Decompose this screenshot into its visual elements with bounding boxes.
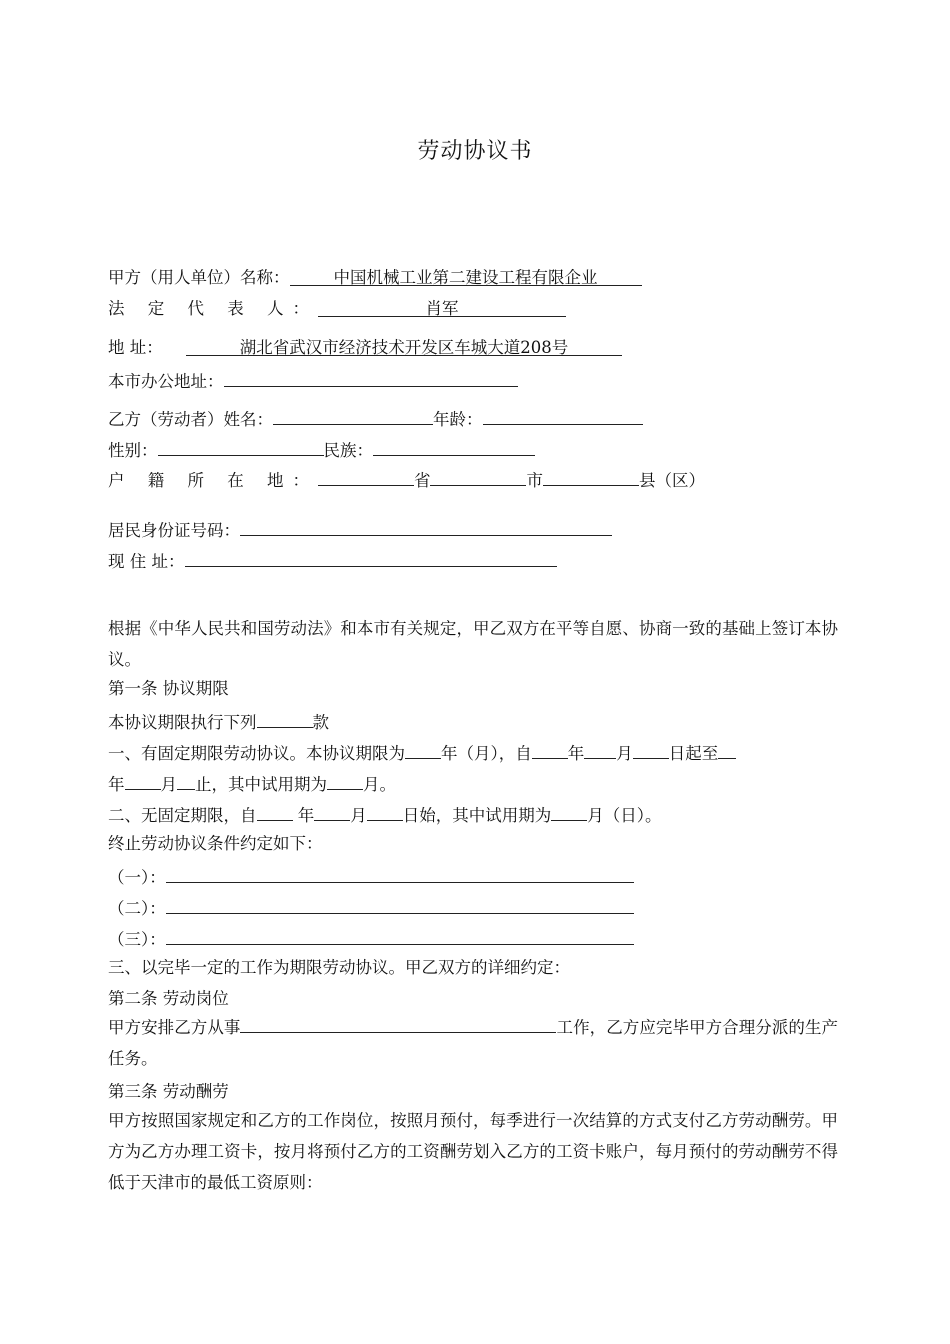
party-b-id-row <box>108 517 612 542</box>
item-2-year-field[interactable] <box>257 802 293 821</box>
year-label: 年 <box>567 744 585 763</box>
party-b-gender-row <box>108 437 535 462</box>
article-2-title: 第二条 劳动岗位 <box>108 989 229 1008</box>
party-b-ethnic-label: 民族： <box>323 441 373 460</box>
condition-2-row <box>108 895 634 920</box>
item-2-probation-field[interactable] <box>551 802 587 821</box>
intro-paragraph: 根据《中华人民共和国劳动法》和本市有关规定，甲乙双方在平等自愿、协商一致的基础上签订本协议。 <box>108 619 838 669</box>
termination-heading: 终止劳动协议条件约定如下： <box>108 834 323 853</box>
item-1-text-d: 止，其中试用期为 <box>195 775 327 794</box>
item-3-row: 三、以完毕一定的工作为期限劳动协议。甲乙双方的详细约定： <box>108 958 570 977</box>
party-a-rep-row <box>108 298 566 320</box>
party-b-province-field[interactable] <box>318 467 414 486</box>
month-label: 月 <box>350 806 367 825</box>
clause-choice-field[interactable] <box>257 709 313 728</box>
party-a-office-row <box>108 368 518 393</box>
item-1-start-month-field[interactable] <box>584 740 616 759</box>
item-2-day-field[interactable] <box>367 802 403 821</box>
item-1-start-day-field[interactable] <box>633 740 669 759</box>
year-label: 年 <box>297 806 315 825</box>
condition-3-row <box>108 926 634 951</box>
party-b-county-field[interactable] <box>543 467 639 486</box>
party-a-office-field[interactable] <box>224 368 518 387</box>
party-b-ethnic-field[interactable] <box>373 437 535 456</box>
article-1-title: 第一条 协议期限 <box>108 679 229 698</box>
party-a-addr-row <box>108 337 622 359</box>
party-b-huji-label: 户 籍 所 在 地： <box>108 471 318 490</box>
party-a-rep-field[interactable] <box>318 298 566 317</box>
party-b-province-label: 省 <box>413 471 431 490</box>
party-b-gender-label: 性别： <box>108 441 158 460</box>
party-a-name-label: 甲方（用人单位）名称： <box>108 268 290 287</box>
month-label: 月 <box>160 775 177 794</box>
condition-1-label: （一）： <box>108 868 166 887</box>
document-title: 劳动协议书 <box>417 139 533 164</box>
item-2-month-field[interactable] <box>314 802 350 821</box>
item-2-row <box>108 802 662 827</box>
article-2-text: 甲方安排乙方从事 <box>108 1018 241 1037</box>
item-1-text-b: 年（月），自 <box>441 744 532 763</box>
party-a-name-value: 中国机械工业第二建设工程有限企业 <box>333 268 598 287</box>
party-b-gender-field[interactable] <box>158 437 324 456</box>
party-b-residence-label: 现 住 址： <box>108 552 185 571</box>
month-label: 月 <box>616 744 633 763</box>
item-1-end-field[interactable] <box>718 740 736 759</box>
item-1-probation-field[interactable] <box>327 771 363 790</box>
party-a-name-row <box>108 267 642 289</box>
party-b-name-label: 乙方（劳动者）姓名： <box>108 410 273 429</box>
party-b-residence-field[interactable] <box>185 548 557 567</box>
party-b-name-row <box>108 406 643 431</box>
article-3-title: 第三条 劳动酬劳 <box>108 1082 229 1101</box>
article-3-paragraph: 甲方按照国家规定和乙方的工作岗位，按照月预付，每季进行一次结算的方式支付乙方劳动酬劳。甲方为乙方办理工资卡，按月将预付乙方的工资酬劳划入乙方的工资卡账户，每月预付的劳动酬劳不得低于天津市的最低工资原则： <box>108 1111 838 1192</box>
year-label: 年 <box>108 775 125 794</box>
item-2-text-b: 日始，其中试用期为 <box>402 806 552 825</box>
party-b-age-field[interactable] <box>483 406 643 425</box>
party-b-huji-row <box>108 467 705 492</box>
party-b-name-field[interactable] <box>273 406 433 425</box>
condition-3-field[interactable] <box>166 926 634 945</box>
article-2-text-b: 工作，乙方应完毕甲方合理分派的生产任务。 <box>108 1018 839 1068</box>
item-2-text-c: 月（日）。 <box>587 806 662 825</box>
item-1-start-year-field[interactable] <box>532 740 568 759</box>
party-b-id-field[interactable] <box>240 517 612 536</box>
party-b-id-label: 居民身份证号码： <box>108 521 240 540</box>
condition-1-row <box>108 864 634 889</box>
item-2-text: 二、无固定期限，自 <box>108 806 257 825</box>
party-a-office-label: 本市办公地址： <box>108 372 224 391</box>
party-b-age-label: 年龄： <box>433 410 483 429</box>
item-1-row-a <box>108 740 736 765</box>
condition-3-label: （三）： <box>108 930 166 949</box>
party-a-addr-value: 湖北省武汉市经济技术开发区车城大道208号 <box>239 338 569 357</box>
condition-2-label: （二）： <box>108 899 166 918</box>
party-a-rep-label: 法 定 代 表 人： <box>108 299 318 318</box>
party-b-residence-row <box>108 548 557 573</box>
party-a-addr-label: 地 址： <box>108 338 163 357</box>
condition-2-field[interactable] <box>166 895 634 914</box>
article-2-paragraph <box>108 1012 838 1074</box>
article-1-clause-row <box>108 709 329 734</box>
item-1-row-b <box>108 771 396 796</box>
item-1-text: 一、有固定期限劳动协议。本协议期限为 <box>108 744 405 763</box>
item-1-end-month-field[interactable] <box>125 771 161 790</box>
condition-1-field[interactable] <box>166 864 634 883</box>
item-1-text-e: 月。 <box>363 775 396 794</box>
party-a-rep-value: 肖军 <box>425 299 459 318</box>
party-b-city-label: 市 <box>526 471 543 490</box>
party-b-city-field[interactable] <box>430 467 526 486</box>
job-field[interactable] <box>240 1014 556 1033</box>
party-a-addr-field[interactable] <box>186 337 622 356</box>
item-1-text-c: 日起至 <box>668 744 719 763</box>
party-a-name-field[interactable] <box>290 267 642 286</box>
article-1-text: 本协议期限执行下列 <box>108 713 257 732</box>
item-1-end-day-field[interactable] <box>177 771 195 790</box>
article-1-text-suffix: 款 <box>312 713 329 732</box>
item-1-term-field[interactable] <box>405 740 441 759</box>
party-b-county-label: 县（区） <box>638 471 705 490</box>
